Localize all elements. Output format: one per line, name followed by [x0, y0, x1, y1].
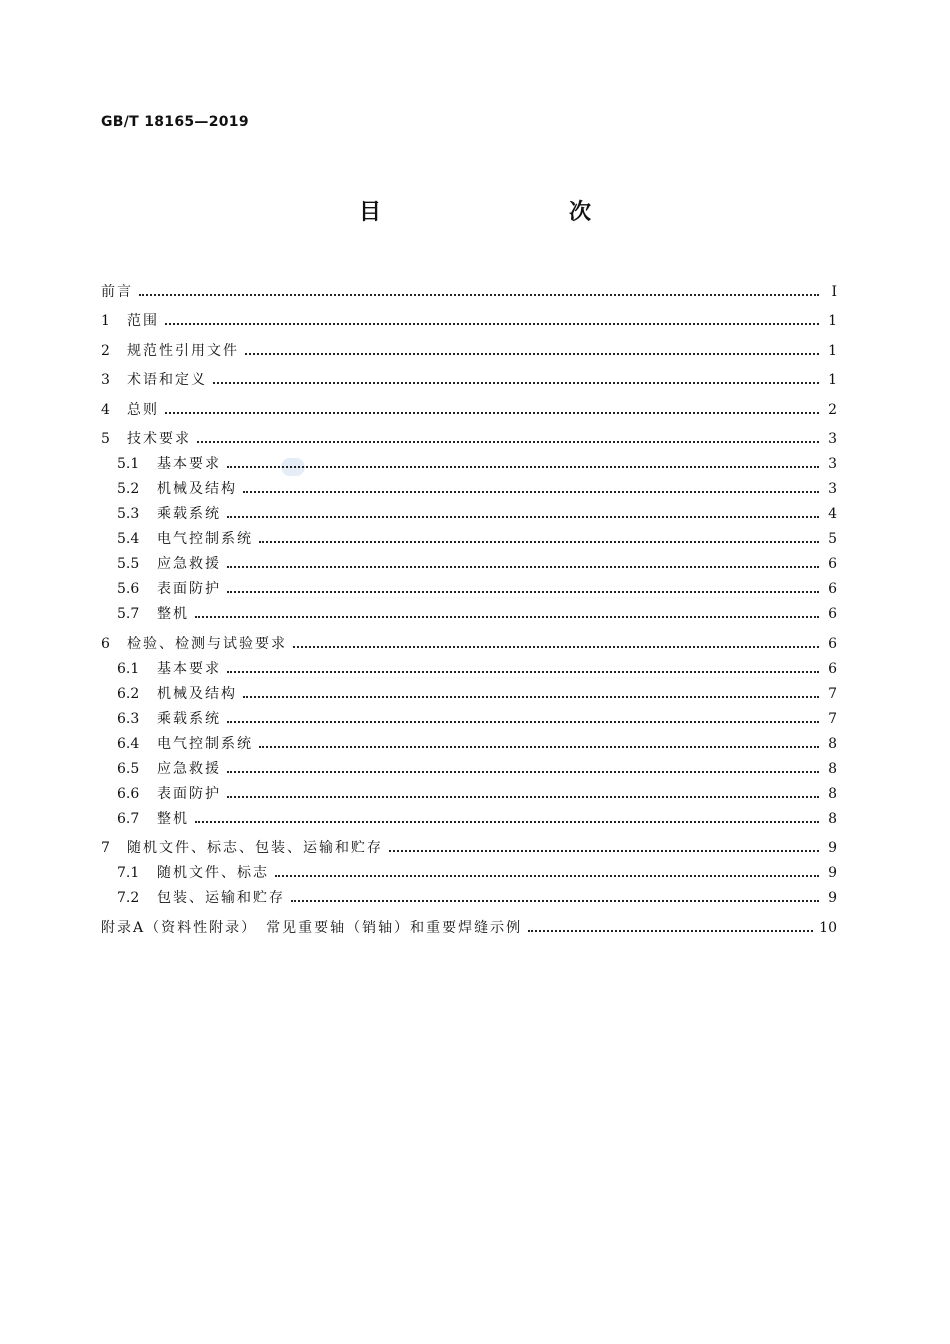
toc-entry-label: 基本要求 — [157, 456, 221, 472]
toc-entry-number: 3 — [101, 372, 110, 388]
toc-entry[interactable] — [101, 418, 837, 448]
toc-entry-number: 6.6 — [117, 785, 140, 802]
toc-entry-number: 6.3 — [117, 710, 140, 727]
toc-entry-number: 6.4 — [117, 735, 140, 752]
toc-entry-label: 整机 — [157, 606, 189, 622]
toc-entry-page: Ⅰ — [831, 283, 837, 300]
toc-entry-page: 9 — [828, 890, 837, 906]
toc-entry-page: 9 — [828, 865, 837, 881]
toc-entry-label: 整机 — [157, 810, 189, 827]
toc-entry-label: 乘载系统 — [157, 506, 221, 522]
toc-entry-number: 7.2 — [117, 890, 140, 906]
toc-entry-label: 范围 — [127, 313, 159, 329]
toc-entry[interactable] — [101, 856, 837, 881]
toc-entry-page: 3 — [828, 431, 837, 447]
toc-entry-number: 5.2 — [117, 481, 140, 497]
toc-dot-leader — [243, 696, 819, 698]
document-code: GB/T 18165—2019 — [101, 114, 249, 130]
toc-entry-number: 7 — [101, 840, 110, 856]
toc-entry[interactable] — [101, 702, 837, 727]
toc-entry-page: 8 — [828, 785, 837, 802]
toc-dot-leader — [243, 491, 819, 493]
toc-dot-leader — [227, 516, 819, 518]
toc-entry-label: 随机文件、标志 — [157, 865, 269, 881]
toc-dot-leader — [245, 353, 819, 355]
toc-entry[interactable] — [101, 300, 837, 330]
toc-dot-leader — [291, 900, 819, 902]
toc-entry[interactable] — [101, 359, 837, 389]
toc-entry[interactable] — [101, 777, 837, 802]
toc-entry-label: 表面防护 — [157, 581, 221, 597]
toc-dot-leader — [275, 875, 819, 877]
toc-entry-page: 6 — [828, 635, 837, 652]
toc-entry-page: 10 — [819, 919, 837, 936]
toc-entry-number: 2 — [101, 342, 110, 359]
toc-entry-label: 检验、检测与试验要求 — [127, 635, 287, 652]
toc-entry[interactable] — [101, 547, 837, 572]
toc-entry[interactable] — [101, 497, 837, 522]
toc-entry-label: 基本要求 — [157, 660, 221, 677]
toc-dot-leader — [227, 566, 819, 568]
table-of-contents — [101, 270, 837, 936]
toc-entry-label: 术语和定义 — [127, 372, 207, 388]
toc-entry-page: 8 — [828, 760, 837, 777]
toc-entry[interactable] — [101, 752, 837, 777]
toc-dot-leader — [227, 721, 819, 723]
toc-entry-label: 应急救援 — [157, 760, 221, 777]
toc-entry-number: 4 — [101, 401, 110, 418]
toc-dot-leader — [227, 671, 819, 673]
toc-entry-number: 6 — [101, 635, 110, 652]
toc-entry-label: 包装、运输和贮存 — [157, 890, 285, 906]
toc-entry-page: 7 — [828, 685, 837, 702]
toc-entry-label: 应急救援 — [157, 556, 221, 572]
toc-dot-leader — [195, 616, 819, 618]
toc-entry-label: 前言 — [101, 283, 133, 300]
toc-entry-page: 8 — [828, 735, 837, 752]
toc-entry-page: 6 — [828, 581, 837, 597]
toc-entry-page: 2 — [828, 401, 837, 418]
toc-entry-page: 4 — [828, 506, 837, 522]
toc-dot-leader — [528, 930, 813, 932]
toc-dot-leader — [259, 746, 819, 748]
toc-entry-number: 7.1 — [117, 865, 140, 881]
toc-dot-leader — [165, 412, 819, 414]
toc-entry-page: 1 — [828, 342, 837, 359]
toc-entry-page: 6 — [828, 660, 837, 677]
toc-entry-page: 7 — [828, 710, 837, 727]
toc-entry-page: 3 — [828, 456, 837, 472]
toc-entry-number: 5.5 — [117, 556, 140, 572]
toc-entry[interactable] — [101, 329, 837, 359]
toc-entry-page: 5 — [828, 531, 837, 547]
toc-entry-label: 随机文件、标志、包装、运输和贮存 — [127, 840, 383, 856]
toc-entry-number: 5.6 — [117, 581, 140, 597]
toc-dot-leader — [165, 323, 819, 325]
toc-dot-leader — [259, 541, 819, 543]
toc-entry-number: 5.1 — [117, 456, 140, 472]
toc-dot-leader — [227, 591, 819, 593]
toc-entry[interactable] — [101, 906, 837, 936]
toc-entry-number: 6.1 — [117, 660, 140, 677]
toc-entry-label: 电气控制系统 — [157, 531, 253, 547]
toc-entry-page: 6 — [828, 556, 837, 572]
toc-entry[interactable] — [101, 522, 837, 547]
toc-entry-number: 6.2 — [117, 685, 140, 702]
toc-entry-page: 9 — [828, 840, 837, 856]
toc-entry[interactable] — [101, 597, 837, 622]
toc-dot-leader — [227, 466, 819, 468]
toc-entry[interactable] — [101, 388, 837, 418]
toc-entry-label: 规范性引用文件 — [127, 342, 239, 359]
toc-entry-number: 5 — [101, 431, 110, 447]
toc-entry[interactable] — [101, 881, 837, 906]
toc-dot-leader — [197, 441, 819, 443]
toc-entry-label: 技术要求 — [127, 431, 191, 447]
toc-entry-label: 附录A（资料性附录） 常见重要轴（销轴）和重要焊缝示例 — [101, 919, 523, 936]
toc-entry-label: 机械及结构 — [157, 481, 237, 497]
toc-entry-page: 1 — [828, 372, 837, 388]
toc-entry-label: 机械及结构 — [157, 685, 237, 702]
toc-entry[interactable] — [101, 622, 837, 652]
toc-entry-number: 1 — [101, 313, 110, 329]
page-title: 目 次 — [358, 200, 639, 225]
toc-entry-number: 6.5 — [117, 760, 140, 777]
toc-entry-page: 1 — [828, 313, 837, 329]
toc-entry-label: 电气控制系统 — [157, 735, 253, 752]
toc-entry-number: 5.7 — [117, 606, 140, 622]
toc-entry-page: 6 — [828, 606, 837, 622]
toc-entry-label: 总则 — [127, 401, 159, 418]
toc-dot-leader — [293, 646, 819, 648]
toc-entry-page: 3 — [828, 481, 837, 497]
toc-entry[interactable] — [101, 802, 837, 827]
toc-dot-leader — [139, 294, 819, 296]
toc-dot-leader — [227, 796, 819, 798]
toc-entry-number: 5.3 — [117, 506, 140, 522]
toc-entry[interactable] — [101, 572, 837, 597]
toc-entry[interactable] — [101, 270, 837, 300]
toc-entry-number: 6.7 — [117, 810, 140, 827]
toc-dot-leader — [227, 771, 819, 773]
toc-entry[interactable] — [101, 827, 837, 857]
toc-entry[interactable] — [101, 472, 837, 497]
toc-dot-leader — [195, 821, 819, 823]
toc-entry[interactable] — [101, 652, 837, 677]
toc-dot-leader — [389, 850, 819, 852]
toc-entry-label: 乘载系统 — [157, 710, 221, 727]
toc-entry-page: 8 — [828, 810, 837, 827]
toc-entry[interactable] — [101, 447, 837, 472]
toc-entry-label: 表面防护 — [157, 785, 221, 802]
toc-entry-number: 5.4 — [117, 531, 140, 547]
toc-entry[interactable] — [101, 677, 837, 702]
toc-dot-leader — [213, 382, 819, 384]
toc-entry[interactable] — [101, 727, 837, 752]
